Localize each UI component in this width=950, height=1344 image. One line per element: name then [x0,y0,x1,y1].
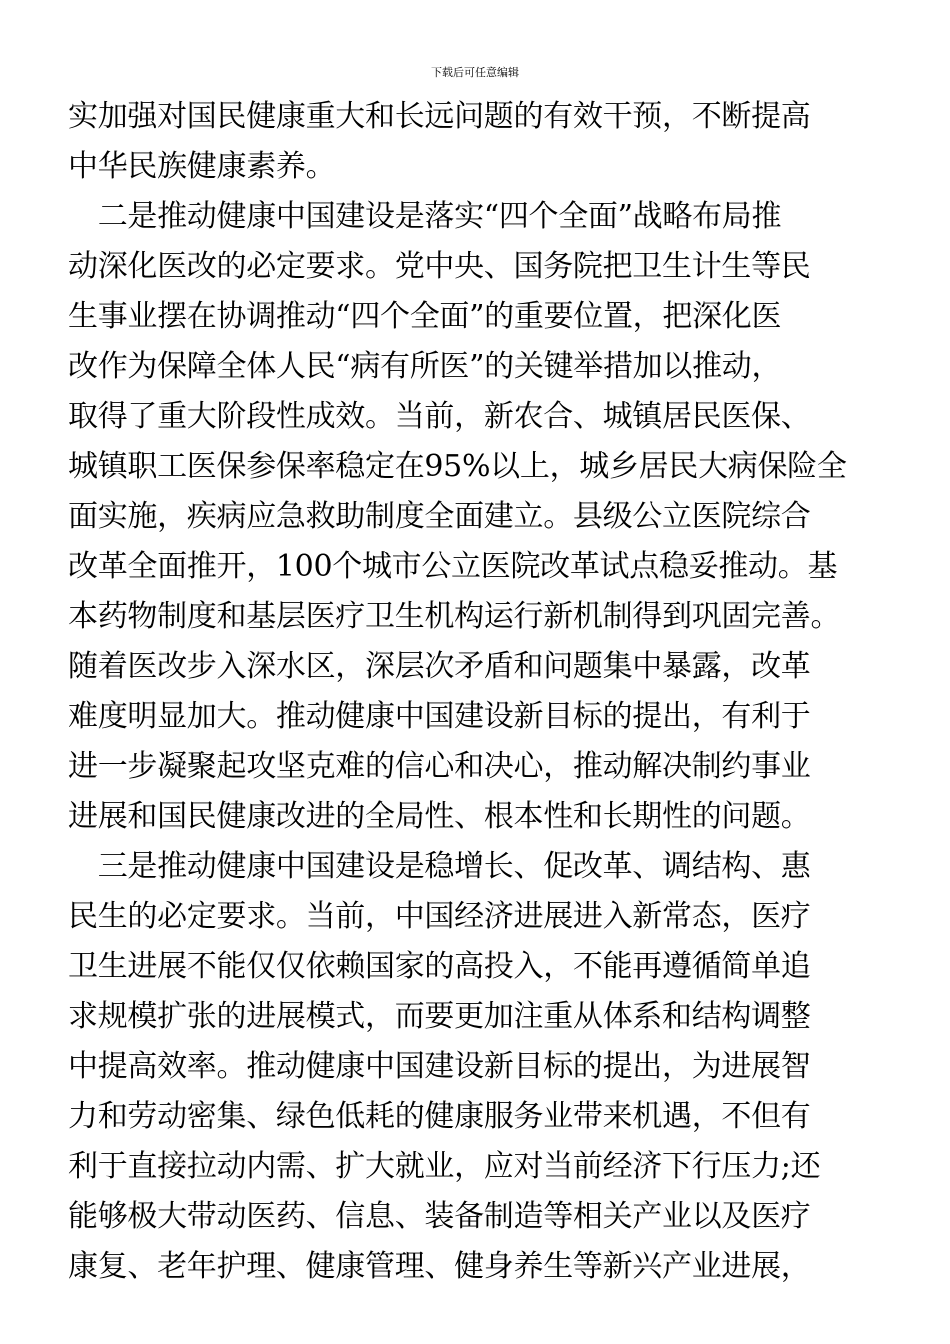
text-line: 中提高效率。推动健康中国建设新目标的提出，为进展智 [68,1049,811,1084]
text-line: 中华民族健康素养。 [68,149,336,184]
text-line: 改作为保障全体人民“病有所医”的关键举措加以推动， [68,349,782,384]
text-line: 面实施，疾病应急救助制度全面建立。县级公立医院综合 [68,499,811,534]
text-line: 改革全面推开，100个城市公立医院改革试点稳妥推动。基 [68,549,838,584]
text-line: 进展和国民健康改进的全局性、根本性和长期性的问题。 [68,799,811,834]
text-line: 生事业摆在协调推动“四个全面”的重要位置，把深化医 [68,299,782,334]
text-line: 难度明显加大。推动健康中国建设新目标的提出，有利于 [68,699,811,734]
text-line: 三是推动健康中国建设是稳增长、促改革、调结构、惠 [68,849,811,884]
text-line: 力和劳动密集、绿色低耗的健康服务业带来机遇，不但有 [68,1099,811,1134]
text-line: 城镇职工医保参保率稳定在95%以上，城乡居民大病保险全 [68,449,847,484]
header-note: 下载后可任意编辑 [431,66,519,79]
text-line: 康复、老年护理、健康管理、健身养生等新兴产业进展， [68,1249,811,1284]
body-text [68,92,888,1292]
text-line: 本药物制度和基层医疗卫生机构运行新机制得到巩固完善。 [68,599,841,634]
text-line: 能够极大带动医药、信息、装备制造等相关产业以及医疗 [68,1199,811,1234]
text-line: 取得了重大阶段性成效。当前，新农合、城镇居民医保、 [68,399,811,434]
text-line: 求规模扩张的进展模式，而要更加注重从体系和结构调整 [68,999,811,1034]
text-line: 利于直接拉动内需、扩大就业，应对当前经济下行压力;还 [68,1149,821,1184]
text-line: 民生的必定要求。当前，中国经济进展进入新常态，医疗 [68,899,811,934]
text-line: 动深化医改的必定要求。党中央、国务院把卫生计生等民 [68,249,811,284]
text-line: 进一步凝聚起攻坚克难的信心和决心，推动解决制约事业 [68,749,811,784]
text-line: 实加强对国民健康重大和长远问题的有效干预，不断提高 [68,99,811,134]
text-line: 卫生进展不能仅仅依赖国家的高投入，不能再遵循简单追 [68,949,811,984]
text-line: 二是推动健康中国建设是落实“四个全面”战略布局推 [68,199,782,234]
text-line: 随着医改步入深水区，深层次矛盾和问题集中暴露，改革 [68,649,811,684]
